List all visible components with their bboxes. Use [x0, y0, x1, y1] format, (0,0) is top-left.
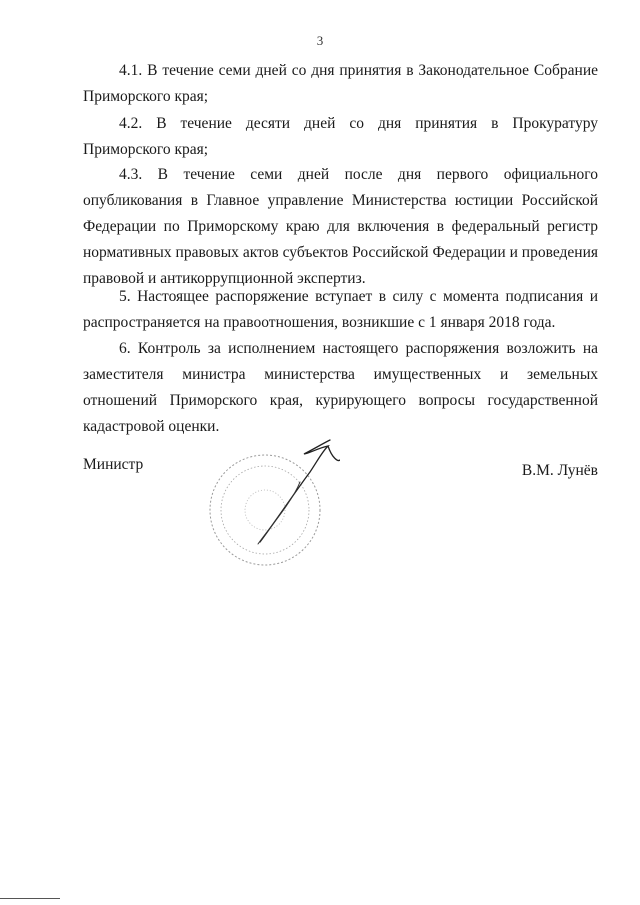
footer-rule [0, 898, 60, 899]
paragraph-4-3: 4.3. В течение семи дней после дня первого официального опубликования в Главное управление Министерства юстиции Российской Федерации по Приморскому краю для включения в федеральный регистр нормативных правовых актов субъектов Российской Федерации и проведения правовой и антикоррупционной экспертиз. [83, 166, 598, 287]
paragraph-4-1: 4.1. В течение семи дней со дня принятия в Законодательное Собрание Приморского края; [83, 62, 598, 105]
paragraph-6: 6. Контроль за исполнением настоящего распоряжения возложить на заместителя министра министерства имущественных и земельных отношений Приморского края, курирующего вопросы государственной кадастровой оценки. [83, 340, 598, 435]
official-stamp-icon [200, 432, 340, 567]
signature-name: В.М. Лунёв [521, 462, 598, 479]
paragraph-5: 5. Настоящее распоряжение вступает в силу с момента подписания и распространяется на правоотношения, возникшие с 1 января 2018 года. [83, 288, 598, 331]
signature-title: Министр [83, 456, 144, 473]
page-number: 3 [316, 33, 324, 48]
paragraph-4-2: 4.2. В течение десяти дней со дня принятия в Прокуратуру Приморского края; [83, 115, 598, 158]
